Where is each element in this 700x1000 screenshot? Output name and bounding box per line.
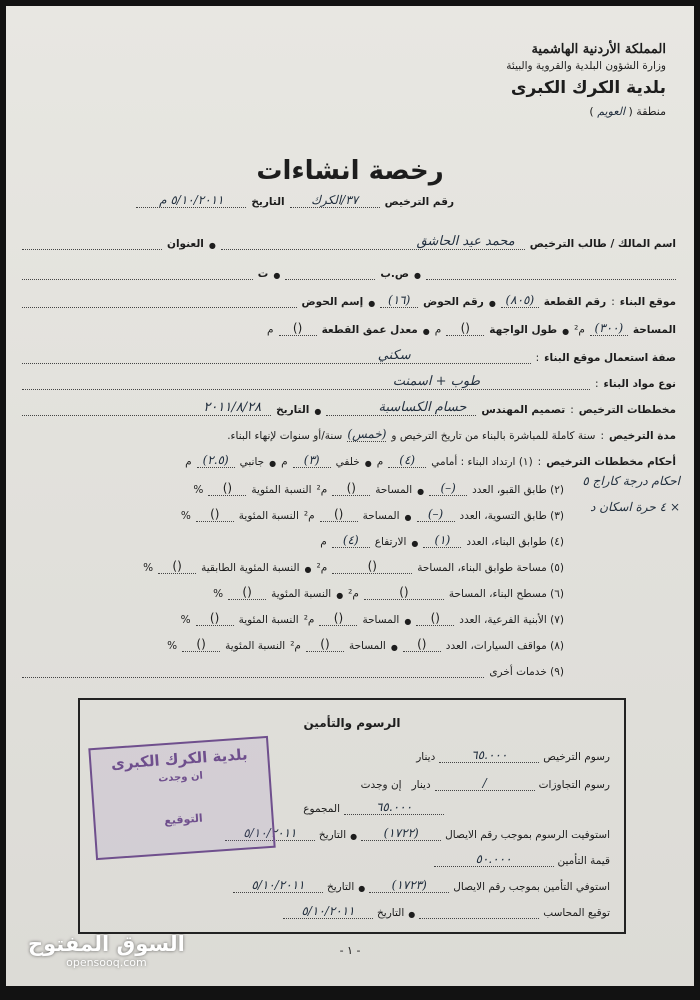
plot-label: رقم القطعة [543,296,607,308]
deposit-row [434,852,611,867]
rule-2-pct [208,481,246,496]
rule-3-area [320,507,358,522]
rule-6-pct-sign: % [213,588,224,600]
document-title: رخصة انشاءات [256,156,444,186]
rule-3-value: ( – ) [417,507,455,522]
duration-years: ( خمس ) [347,427,386,442]
handwritten-margin-note: احكام درجة كاراج ٥ × ٤ حرة اسكان د [582,474,680,514]
plans-date-field [22,402,271,416]
depth-label: معدل عمق القطعة [321,324,418,336]
address-field [22,236,162,250]
stamp-line-3: التوقيع [163,811,204,828]
rule-4-height-label: الارتفاع [374,536,407,548]
rule-8-pct-sign: % [167,640,178,652]
setbacks-line: أحكام مخططات الترخيص : (١) ارتداد البناء : أمامي ( ٤ ) م ● خلفي ( ٣ ) م ● جانبي ( ٢.٥ ) م [22,446,676,468]
if-any-note: إن وجدت [360,779,402,791]
rule-3-pct-sign: % [180,510,191,522]
plot-value: ( ٨٠٥ ) [501,293,539,308]
phone-field [22,266,253,280]
plans-line: مخططات الترخيص : تصميم المهندس حسام الكساسبة ● التاريخ ٢٠١١/٨/٢٨ [22,394,676,416]
deposit-paid-row: استوفي التأمين بموجب رقم الايصال ( ١٧٢٣ ) ● التاريخ ٥/١٠/٢٠١١ [233,878,610,893]
accountant-row: توقيع المحاسب ● التاريخ ٥/١٠/٢٠١١ [283,904,610,919]
total-value: ٦٥.٠٠٠ [344,800,444,815]
rule-8-area [306,637,344,652]
deposit-date-label: التاريخ [326,881,355,893]
violations-row [361,776,610,791]
accountant-label: توقيع المحاسب [543,907,610,919]
frontage-unit: م [434,324,442,336]
rule-7-count [416,611,454,626]
license-fee-currency: دينار [416,751,436,763]
stamp-line-1: بلدية الكرك الكبرى [110,745,249,773]
municipality-name: بلدية الكرك الكبرى [510,78,666,98]
pobox-label: ص.ب [380,268,410,280]
deposit-receipt: ( ١٧٢٣ ) [369,878,449,893]
watermark-latin: opensooq.com [66,956,147,969]
plans-date-label: التاريخ [276,404,310,416]
usage-line: صفة استعمال موقع البناء : سكني [22,342,676,364]
license-date-value: ٥/١٠/٢٠١١ م [136,193,246,208]
kingdom-name: المملكة الأردنية الهاشمية [531,42,666,57]
deposit-value: ٥٠.٠٠٠ [434,852,554,867]
license-number-line [22,186,454,208]
depth-unit: م [267,324,274,336]
stamp-line-2: ان وجدت [157,770,204,785]
rule-6-line: (٦) مسطح البناء، المساحة ( ) م² ● النسبة المئوية ( ) % [22,578,564,600]
rule-5-area [332,559,412,574]
opensooq-watermark [28,932,185,969]
page-number: - ١ - [339,944,361,957]
rule-9-label: (٩) خدمات أخرى [489,666,564,678]
pobox-field [285,266,375,280]
owner-value: محمد عيد الحاشق [416,234,515,249]
deposit-paid-label: استوفي التأمين بموجب رقم الايصال [453,881,610,893]
rule-6-area [364,585,444,600]
duration-text: سنة كاملة للمباشرة بالبناء من تاريخ الترخيص و [391,430,596,442]
rule-3-line: (٣) طابق التسوية، العدد ( – ) ● المساحة ( ) م² النسبة المئوية ( ) % [22,500,564,522]
rule-2-value: ( – ) [429,481,467,496]
violations-label: رسوم التجاوزات [538,779,610,791]
frontage-field [446,321,484,336]
rule-2-area [332,481,370,496]
address-label: العنوان [167,238,204,250]
duration-line: مدة الترخيص : سنة كاملة للمباشرة بالبناء من تاريخ الترخيص و ( خمس ) سنة/أو سنوات لإنهاء البناء. [22,420,676,442]
plans-label: مخططات الترخيص [578,404,676,416]
rule-5-pct-sign: % [143,562,154,574]
rule-2-label: (٢) طابق القبو، العدد [472,484,564,496]
paid-row: استوفيت الرسوم بموجب رقم الايصال ( ١٧٢٢ ) ● التاريخ ٥/١٠/٢٠١١ [225,826,610,841]
accountant-date: ٥/١٠/٢٠١١ [283,904,373,919]
usage-value: سكني [377,348,411,363]
rule-3-label: (٣) طابق التسوية، العدد [459,510,564,522]
frontage-label: طول الواجهة [489,324,558,336]
rule-8-line: (٨) مواقف السيارات، العدد ( ) ● المساحة ( ) م² النسبة المئوية ( ) % [22,630,564,652]
pobox-line: ● ص.ب ● ت [22,258,676,280]
owner-label: اسم المالك / طالب الترخيص [529,238,676,250]
back-setback: ( ٣ ) [293,453,331,468]
rule-8-area-label: المساحة [348,640,386,652]
basin-name-field [22,294,297,308]
rule-2-line: (٢) طابق القبو، العدد ( – ) ● المساحة ( ) م² النسبة المئوية ( ) % [22,474,564,496]
plans-date-value: ٢٠١١/٨/٢٨ [203,400,262,415]
rule-2-pct-sign: % [193,484,204,496]
paid-label: استوفيت الرسوم بموجب رقم الايصال [445,829,610,841]
region-value: العويم [597,105,625,118]
side-setback-label: جانبي [239,456,265,468]
materials-field [22,376,590,390]
setbacks-label: (١) ارتداد البناء : أمامي [431,456,533,468]
materials-value: طوب + اسمنت [392,374,480,389]
site-label: موقع البناء [619,296,676,308]
rule-9-field [22,664,484,678]
rule-8-pct [182,637,220,652]
basin-value: ( ١٦ ) [380,293,418,308]
fees-title: الرسوم والتأمين [303,716,401,730]
duration-text-end: سنة/أو سنوات لإنهاء البناء. [227,430,343,442]
area-unit: م² [574,324,585,336]
phone-label: ت [257,268,269,280]
rule-7-area [319,611,357,626]
rule-5-pct-label: النسبة المئوية الطابقية [201,562,300,574]
rule-5-pct [158,559,196,574]
rule-4-height: ( ٤ ) [332,533,370,548]
rule-7-pct-label: النسبة المئوية [238,614,299,626]
rule-6-pct-label: النسبة المئوية [271,588,332,600]
document-header [506,42,666,120]
basin-name-label: إسم الحوض [301,296,364,308]
rule-8-pct-label: النسبة المئوية [225,640,286,652]
engineer-label: تصميم المهندس [481,404,566,416]
rule-4-line: (٤) طوابق البناء، العدد ( ١ ) ● الارتفاع ( ٤ ) م [22,526,564,548]
rule-2-pct-label: النسبة المئوية [251,484,312,496]
duration-label: مدة الترخيص [609,430,676,442]
side-setback: ( ٢.٥ ) [197,453,235,468]
usage-field [22,350,531,364]
rule-7-label: (٧) الأبنية الفرعية، العدد [459,614,564,626]
rule-7-line: (٧) الأبنية الفرعية، العدد ( ) ● المساحة ( ) م² النسبة المئوية ( ) % [22,604,564,626]
license-fee-row [416,748,610,763]
front-setback: ( ٤ ) [388,453,426,468]
deposit-label: قيمة التأمين [557,855,610,867]
engineer-field [326,402,476,416]
license-fee-label: رسوم الترخيص [543,751,610,763]
area-value: ( ٣٠٠ ) [590,321,628,336]
paid-date: ٥/١٠/٢٠١١ [225,826,315,841]
deposit-date: ٥/١٠/٢٠١١ [233,878,323,893]
paid-date-label: التاريخ [318,829,347,841]
basin-label: رقم الحوض [423,296,484,308]
rules-label: أحكام مخططات الترخيص [546,456,676,468]
rule-8-label: (٨) مواقف السيارات، العدد [445,640,564,652]
rule-7-area-label: المساحة [362,614,400,626]
rule-9-line [22,656,564,678]
depth-field [279,321,317,336]
site-line: موقع البناء : رقم القطعة ( ٨٠٥ ) ● رقم الحوض ( ١٦ ) ● إسم الحوض [22,286,676,308]
rule-7-pct [196,611,234,626]
usage-label: صفة استعمال موقع البناء [544,352,676,364]
materials-label: نوع مواد البناء [603,378,676,390]
total-label: المجموع [303,803,340,815]
rule-8-count [403,637,441,652]
rule-3-area-label: المساحة [362,510,400,522]
rule-6-label: (٦) مسطح البناء، المساحة [448,588,564,600]
paid-receipt: ( ١٧٢٢ ) [361,826,441,841]
address-cont-field [426,266,676,280]
accountant-signature [419,918,539,919]
rule-5-label: (٥) مساحة طوابق البناء، المساحة [417,562,564,574]
engineer-value: حسام الكساسبة [378,400,467,415]
area-line: المساحة ( ٣٠٠ ) م² ● طول الواجهة ( ) م ● معدل عمق القطعة ( ) م [22,314,676,336]
fees-box [78,698,626,934]
violations-value: / [435,776,535,791]
region-line: منطقة ( العويم ) [589,105,666,118]
watermark-arabic: السوق المفتوح [28,932,185,956]
owner-line: اسم المالك / طالب الترخيص محمد عيد الحاشق ● العنوان [22,228,676,250]
owner-field [221,236,525,250]
license-number-value: ٣٧/الكرك [290,193,380,208]
rule-7-pct-sign: % [180,614,191,626]
license-number-label: رقم الترخيص [384,196,454,208]
back-setback-label: خلفي [335,456,360,468]
rule-4-value: ( ١ ) [423,533,461,548]
license-document [6,6,694,986]
rule-3-pct [196,507,234,522]
rule-6-pct [228,585,266,600]
rule-5-line: (٥) مساحة طوابق البناء، المساحة ( ) م² ● النسبة المئوية الطابقية ( ) % [22,552,564,574]
accountant-date-label: التاريخ [377,907,405,919]
materials-line: نوع مواد البناء : طوب + اسمنت [22,368,676,390]
region-label: منطقة [636,105,666,118]
rule-3-pct-label: النسبة المئوية [238,510,299,522]
rule-4-label: (٤) طوابق البناء، العدد [466,536,564,548]
total-row [303,800,444,815]
ministry-name: وزارة الشؤون البلدية والقروية والبيئة [506,60,666,72]
area-label: المساحة [632,324,676,336]
license-date-label: التاريخ [251,196,285,208]
violations-currency: دينار [411,779,431,791]
rule-2-area-label: المساحة [375,484,413,496]
license-fee-value: ٦٥.٠٠٠ [439,748,539,763]
municipality-stamp [88,736,275,860]
